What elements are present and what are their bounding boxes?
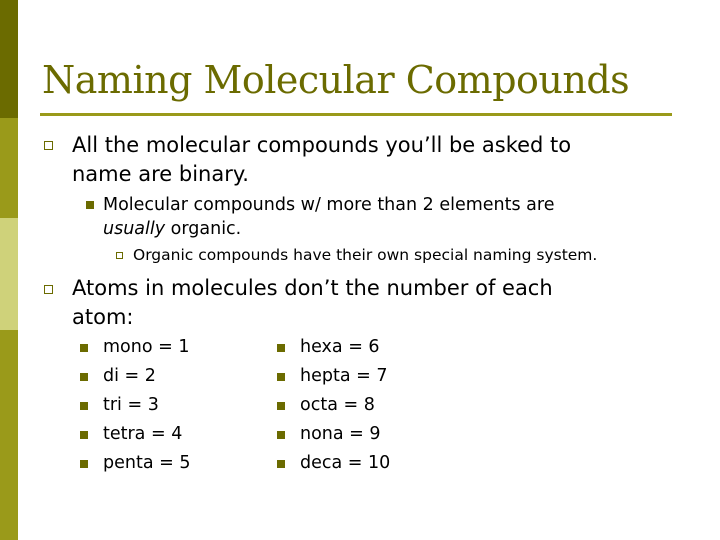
square-filled-bullet-icon [277,373,285,381]
sidebar-segment-dark [0,0,18,118]
subsub-bullet-text: Organic compounds have their own special naming system. [133,246,598,264]
sidebar-segment-mid [0,118,18,218]
prefix-item: tetra = 4 [103,424,183,444]
square-outline-bullet-icon [44,141,53,150]
sidebar-segment-mid-bottom [0,330,18,540]
prefix-item: nona = 9 [300,424,381,444]
square-filled-bullet-icon [86,201,94,209]
bullet-1-line-2: name are binary. [72,162,249,186]
prefix-item: deca = 10 [300,453,391,473]
square-filled-bullet-icon [80,344,88,352]
bullet-2-line-1: Atoms in molecules don’t the number of each [72,276,553,300]
prefix-item: tri = 3 [103,395,159,415]
sub-bullet-line-2 [103,217,241,242]
square-filled-bullet-icon [277,460,285,468]
sub-bullet-line-1: Molecular compounds w/ more than 2 elements are [103,195,555,215]
prefix-item: mono = 1 [103,337,190,357]
slide-title: Naming Molecular Compounds [42,58,630,102]
square-filled-bullet-icon [80,373,88,381]
sub-bullet-rest: organic. [165,219,242,239]
square-filled-bullet-icon [80,460,88,468]
square-filled-bullet-icon [277,431,285,439]
prefix-item: penta = 5 [103,453,191,473]
bullet-2-line-2: atom: [72,305,134,329]
square-filled-bullet-icon [277,344,285,352]
title-underline [40,113,672,116]
prefix-item: di = 2 [103,366,156,386]
bullet-1-line-1: All the molecular compounds you’ll be asked to [72,133,572,157]
prefix-item: hepta = 7 [300,366,388,386]
square-filled-bullet-icon [80,431,88,439]
square-filled-bullet-icon [277,402,285,410]
sidebar-decoration [0,0,18,540]
square-filled-bullet-icon [80,402,88,410]
small-square-outline-bullet-icon [116,252,123,259]
sub-bullet-emphasis: usually [103,219,166,239]
prefix-item: hexa = 6 [300,337,380,357]
sidebar-segment-light [0,218,18,330]
prefix-item: octa = 8 [300,395,375,415]
square-outline-bullet-icon [44,285,53,294]
